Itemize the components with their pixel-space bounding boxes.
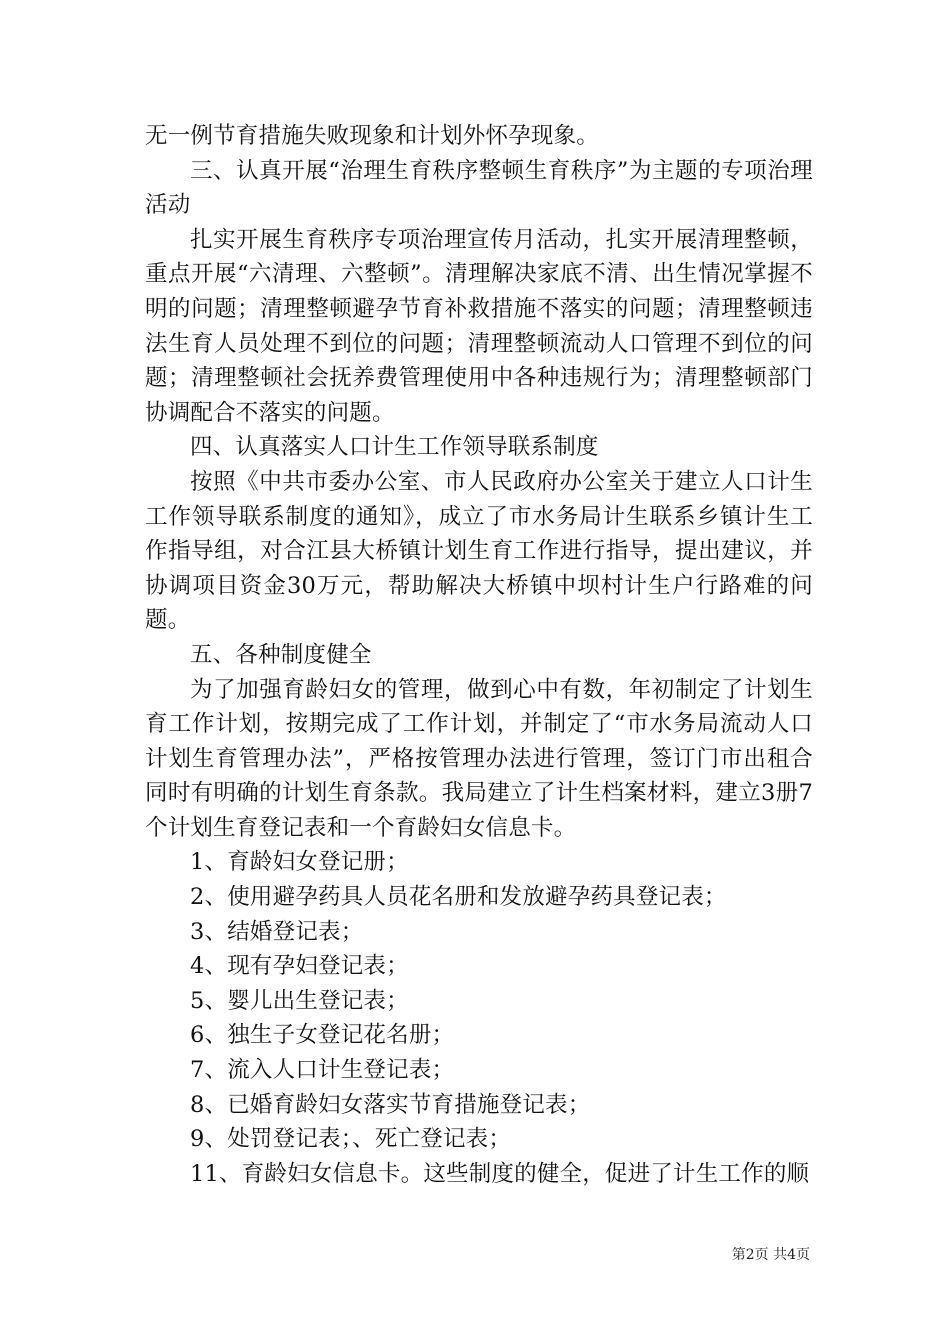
list-item-4: 4、现有孕妇登记表；: [190, 953, 409, 980]
list-item-8: 8、已婚育龄妇女落实节育措施登记表；: [190, 1091, 591, 1118]
section-heading-5: 五、各种制度健全: [190, 641, 372, 668]
section-heading-4: 四、认真落实人口计生工作领导联系制度: [190, 434, 599, 461]
list-item-1: 1、育龄妇女登记册；: [190, 849, 409, 876]
section-heading-3: 三、认真开展“治理生育秩序整顿生育秩序”为主题的专项治理活动: [145, 157, 813, 219]
list-item-11: 11、育龄妇女信息卡。这些制度的健全，促进了计生工作的顺: [190, 1160, 810, 1187]
paragraph-leadership-contact: 按照《中共市委办公室、市人民政府办公室关于建立人口计生工作领导联系制度的通知》，成立了市水务局计生联系乡镇计生工作指导组，对合江县大桥镇计划生育工作进行指导，提出建议，并协调项目资金30万元，帮助解决大桥镇中坝村计生户行路难的问题。: [145, 468, 813, 634]
list-item-9: 9、处罚登记表；、死亡登记表；: [190, 1126, 512, 1153]
paragraph-system-sound: 为了加强育龄妇女的管理，做到心中有数，年初制定了计划生育工作计划，按期完成了工作计划，并制定了“市水务局流动人口计划生育管理办法”，严格按管理办法进行管理，签订门市出租合同时有明确的计划生育条款。我局建立了计生档案材料，建立3册7个计划生育登记表和一个育龄妇女信息卡。: [145, 676, 813, 841]
list-item-2: 2、使用避孕药具人员花名册和发放避孕药具登记表；: [190, 884, 727, 911]
page-number: 第2页 共4页: [731, 1247, 810, 1263]
list-item-3: 3、结婚登记表；: [190, 918, 364, 945]
list-item-5: 5、婴儿出生登记表；: [190, 987, 409, 1014]
document-body: [145, 119, 813, 1191]
list-item-6: 6、独生子女登记花名册；: [190, 1022, 455, 1049]
paragraph-continuation: 无一例节育措施失败现象和计划外怀孕现象。: [145, 123, 600, 149]
paragraph-special-governance: 扎实开展生育秩序专项治理宣传月活动，扎实开展清理整顿，重点开展“六清理、六整顿”。清理解决家底不清、出生情况掌握不明的问题；清理整顿避孕节育补救措施不落实的问题；清理整顿违法生育人员处理不到位的问题；清理整顿流动人口管理不到位的问题；清理整顿社会抚养费管理使用中各种违规行为；清理整顿部门协调配合不落实的问题。: [145, 226, 813, 426]
list-item-7: 7、流入人口计生登记表；: [190, 1057, 455, 1084]
